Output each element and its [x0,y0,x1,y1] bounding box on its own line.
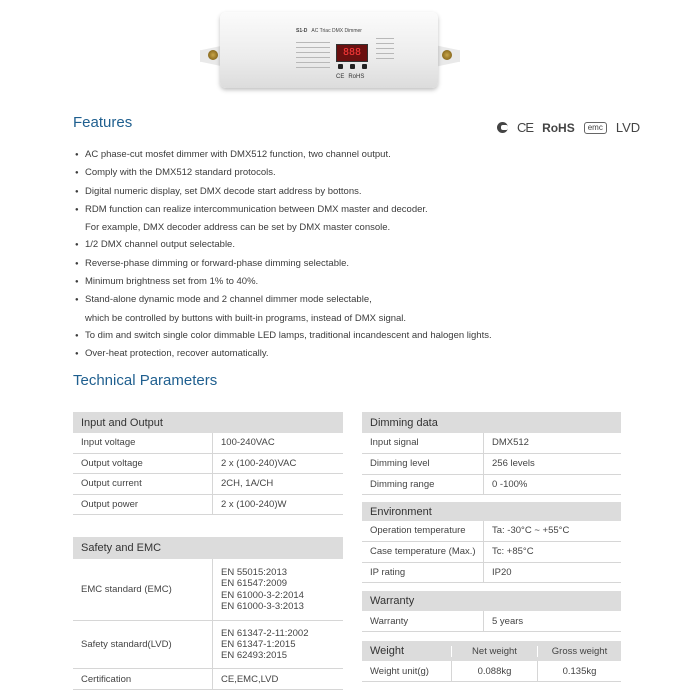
input-output-header: Input and Output [73,412,343,433]
feature-item [75,255,595,273]
feature-text: AC phase-cut mosfet dimmer with DMX512 function, two channel output. [85,149,391,160]
rohs-mark: RoHS [348,74,365,80]
row-label: EMC standard (EMC) [81,584,172,595]
row-value: CE,EMC,LVD [212,669,278,689]
bullet-icon: ● [75,170,79,177]
environment-header: Environment [362,502,621,521]
row-label: Weight unit(g) [370,665,429,677]
feature-text: To dim and switch single color dimmable LED lamps, traditional incandescent and halogen lights. [85,329,492,341]
device-cert-marks [336,74,368,80]
environment-table [362,502,621,583]
table-row [73,621,343,669]
feature-item [75,201,595,219]
feature-item [75,291,595,309]
product-image [200,10,460,90]
row-label: Certification [81,673,132,685]
bullet-icon: ● [75,351,79,358]
row-label: IP rating [370,566,406,578]
warranty-header: Warranty [362,591,621,611]
feature-item [75,164,595,182]
feature-item [75,345,595,363]
gross-weight-header: Gross weight [537,646,621,657]
bullet-icon: ● [75,260,79,267]
device-button [338,64,343,69]
table-row [362,433,621,454]
bullet-icon: ● [75,242,79,249]
weight-title: Weight [370,645,405,657]
device-label [296,28,362,34]
feature-text: Minimum brightness set from 1% to 40%. [85,276,259,288]
row-label: Input voltage [81,437,136,449]
row-value: 256 levels [483,454,535,474]
lvd-standard: EN 62493:2015 [221,650,288,662]
row-value: 2 x (100-240)VAC [212,454,296,474]
row-value [212,621,309,668]
safety-emc-header: Safety and EMC [73,537,343,559]
row-label: Dimming level [370,458,430,470]
features-heading: Features [73,114,133,131]
technical-parameters-heading: Technical Parameters [73,372,218,389]
row-value: Ta: -30°C ~ +55°C [483,521,569,541]
device-terminal-lines [376,38,394,63]
dimming-data-header: Dimming data [362,412,621,433]
feature-item [75,219,595,236]
table-row [362,542,621,563]
bullet-icon: ● [75,206,79,213]
row-label: Output current [81,478,142,490]
feature-text: Digital numeric display, set DMX decode start address by bottons. [85,185,362,197]
row-value: 100-240VAC [212,433,275,453]
emc-standard: EN 61000-3-3:2013 [221,600,304,612]
dimming-data-table [362,412,621,495]
row-label: Output power [81,498,139,510]
screw-icon [208,50,218,60]
feature-text: Comply with the DMX512 standard protocols. [85,167,276,179]
feature-item [75,273,595,291]
bullet-icon: ● [75,332,79,339]
row-value: DMX512 [483,433,529,453]
feature-item [75,236,595,254]
table-row [362,521,621,542]
table-row [362,454,621,475]
row-label: Operation temperature [370,525,466,537]
device-model: S1-D [296,28,308,34]
emc-standard: EN 55015:2013 [221,567,288,579]
table-row [362,611,621,632]
screw-icon [442,50,452,60]
feature-item [75,146,595,164]
table-row [73,474,343,495]
row-label: Dimming range [370,478,435,490]
device-numeric-display: 888 [336,44,368,62]
device-button [350,64,355,69]
safety-emc-table [73,537,343,690]
row-value: 0 -100% [483,475,527,495]
bullet-icon: ● [75,297,79,304]
ce-mark: CE [336,74,345,80]
row-value: Tc: +85°C [483,542,534,562]
input-output-table [73,412,343,515]
feature-item [75,183,595,201]
gross-weight-value: 0.135kg [537,661,621,681]
table-row [73,495,343,516]
feature-text: For example, DMX decoder address can be set by DMX master console. [85,222,391,234]
bullet-icon: ● [75,152,79,158]
row-label: Input signal [370,437,419,449]
feature-text: 1/2 DMX channel output selectable. [85,239,235,251]
bullet-icon: ● [75,188,79,195]
table-row [362,661,621,682]
feature-item [75,327,595,345]
net-weight-header: Net weight [451,646,537,657]
c-mark-icon [497,122,508,133]
bullet-icon: ● [75,279,79,286]
feature-text: Over-heat protection, recover automatically. [85,348,269,360]
row-value: 2 x (100-240)W [212,495,286,515]
row-label: Safety standard(LVD) [81,639,172,650]
weight-header [362,641,621,661]
net-weight-value: 0.088kg [451,661,537,681]
warranty-table [362,591,621,632]
table-row [362,475,621,496]
row-value: IP20 [483,563,512,583]
rohs-logo: RoHS [542,120,575,135]
row-label: Warranty [370,615,409,627]
feature-text: Stand-alone dynamic mode and 2 channel dimmer mode selectable, [85,294,372,306]
row-value: 5 years [483,611,523,631]
emc-standard: EN 61547:2009 [221,578,288,590]
table-row [73,433,343,454]
row-label: Output voltage [81,457,143,469]
device-subtitle: AC Triac DMX Dimmer [311,28,362,34]
feature-text: RDM function can realize intercommunication between DMX master and decoder. [85,203,428,215]
row-label: Case temperature (Max.) [370,546,476,558]
table-row [362,563,621,584]
emc-logo: emc [584,122,607,134]
table-row [73,454,343,475]
emc-standard: EN 61000-3-2:2014 [221,589,304,601]
row-value [212,559,304,620]
certification-logos [497,120,640,135]
table-row [73,559,343,621]
table-row [73,669,343,690]
row-value: 2CH, 1A/CH [212,474,273,494]
device-button [362,64,367,69]
features-list [75,146,595,364]
device-body [220,12,438,88]
device-spec-lines [296,42,330,72]
weight-table [362,641,621,682]
lvd-logo: LVD [615,120,641,135]
ce-logo: CE [517,120,534,135]
feature-text: Reverse-phase dimming or forward-phase dimming selectable. [85,257,350,269]
feature-text: which be controlled by buttons with built-in programs, instead of DMX signal. [85,312,407,324]
feature-item [75,310,595,327]
lvd-standard: EN 61347-1:2015 [221,638,296,650]
lvd-standard: EN 61347-2-11:2002 [221,627,309,639]
